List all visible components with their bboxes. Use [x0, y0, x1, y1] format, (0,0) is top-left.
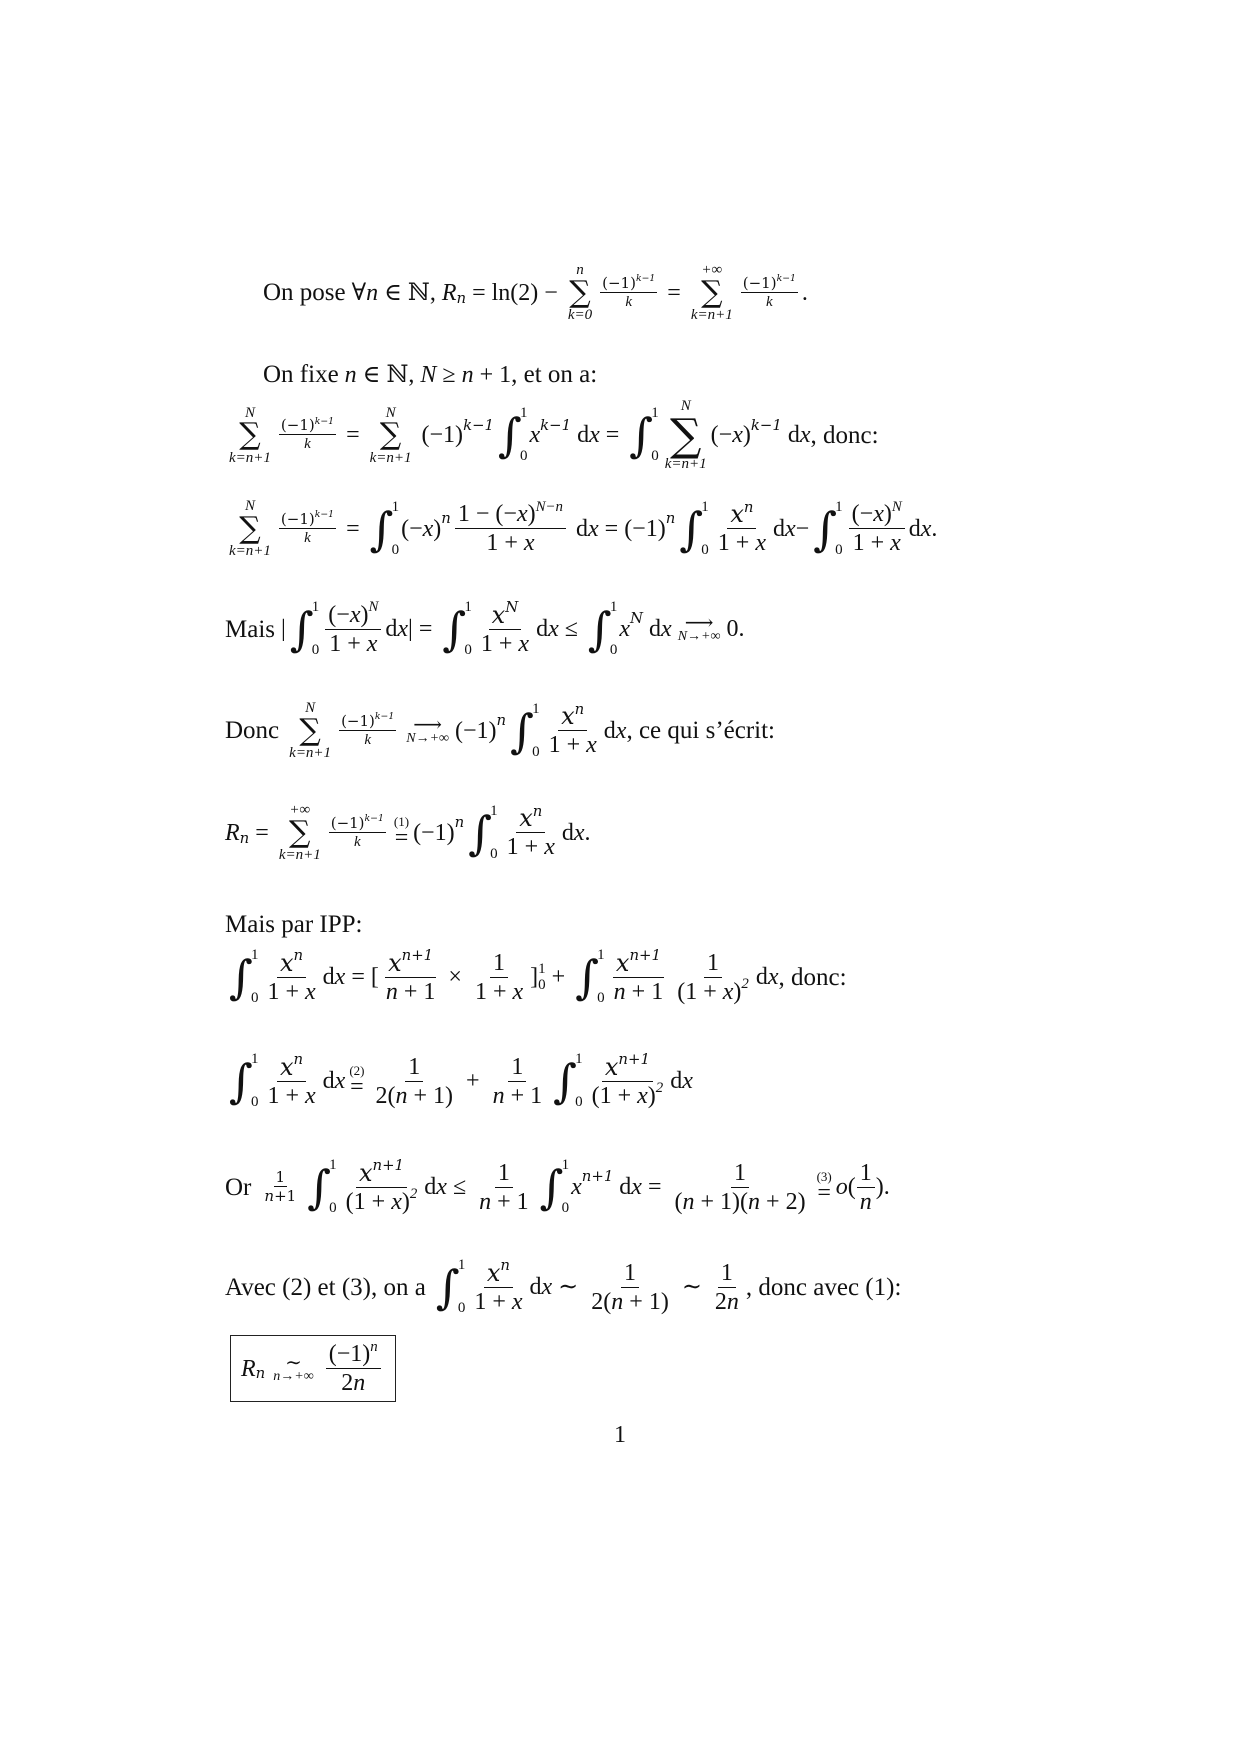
tail-text: , donc: [778, 963, 847, 991]
integral-sign: ∫ 1 0 [442, 599, 472, 658]
definition-line: On pose ∀ n ∈ ℕ, R $_n$ = ln(2) − n ∑ k=0 $\frac{(-1)^{k-1}}{k}$ = +∞ ∑ k=n+1 $\frac{(-1)^{k-1}}{k}$ . [263, 262, 808, 323]
intro-text: On pose [263, 279, 346, 307]
fraction: $\frac{1}{n + 1}$ [479, 1159, 529, 1215]
fraction: $\frac{x^{n+1}}{(1 + x)^2}$ [591, 1050, 664, 1109]
bound-line: Mais | ∫ 1 0 $\frac{(-x)^N}{1 + x}$ d x | = ∫ 1 0 $\frac{x^N}{1 + x}$ d x ≤ ∫ 1 0 x $^N$ d x ⟶ N→+∞ 0. [225, 598, 745, 658]
intro-text: Mais [225, 615, 275, 643]
fraction: $\frac{x^n}{1 + x}$ [474, 1256, 523, 1315]
integral-sign: ∫ 1 0 [575, 947, 605, 1006]
intro-text: Donc [225, 717, 280, 745]
bound-line: Or $\frac{1}{n+1}$ ∫ 1 0 $\frac{x^{n+1}}{(1 + x)^2}$ d x ≤ $\frac{1}{n + 1}$ ∫ 1 0 x $^{n+1}$ d x = $\frac{1}{(n + 1)(n + 2)}$ (3) = o ( $\frac{1}{n}$ ). [225, 1156, 890, 1216]
integral-sign: ∫ 1 0 [229, 947, 259, 1006]
tail-text: , donc: [810, 421, 879, 449]
sum-operator: N ∑ k=n+1 [289, 700, 332, 761]
fraction: $\frac{1}{1 + x}$ [474, 949, 524, 1005]
fraction: $\frac{1 - (-x)^{N-n}}{1 + x}$ [455, 502, 566, 555]
fraction: $\frac{1}{n+1}$ [264, 1168, 297, 1205]
limit-arrow: ⟶ N→+∞ [677, 610, 721, 644]
boxed-result: R $_n$ ∼ n→+∞ $\frac{(-1)^n}{2n}$ [230, 1335, 396, 1402]
fraction: $\frac{1}{2n}$ [714, 1259, 739, 1315]
fraction: $\frac{(-1)^{k-1}}{k}$ [742, 273, 796, 310]
fraction: $\frac{(-1)^{k-1}}{k}$ [341, 711, 395, 748]
tail-text: , et on a: [511, 361, 598, 388]
integral-sign: ∫ 1 0 [813, 498, 843, 558]
integral-sign: ∫ 1 0 [539, 1157, 570, 1216]
fraction: $\frac{x^{n+1}}{(1 + x)^2}$ [345, 1156, 418, 1215]
fraction: $\frac{1}{(n + 1)(n + 2)}$ [674, 1159, 806, 1215]
intro-text: On fixe [263, 361, 339, 388]
fraction: $\frac{x^n}{1 + x}$ [548, 699, 597, 759]
integral-sign: ∫ 1 0 [679, 498, 709, 558]
fraction: $\frac{(-1)^n}{2n}$ [326, 1342, 381, 1395]
integral-sign: ∫ 1 0 [553, 1051, 583, 1110]
fraction: $\frac{x^n}{1 + x}$ [267, 1050, 316, 1109]
sum-operator: N ∑ k=n+1 [369, 404, 412, 466]
fraction: $\frac{x^{n+1}}{n + 1}$ [385, 946, 436, 1005]
integral-sign: ∫ 1 0 [510, 700, 540, 760]
tail-text: , donc avec (1): [745, 1273, 902, 1301]
limit-arrow: ⟶ N→+∞ [406, 711, 449, 746]
integral-sign: ∫ 1 0 [498, 405, 528, 465]
setup-line: On fixe n ∈ ℕ, N ≥ n + 1 , et on a: [263, 361, 598, 388]
tagged-equals: (2) = [349, 1062, 365, 1100]
integral-sign: ∫ 1 0 [369, 498, 400, 558]
fraction: $\frac{1}{(1 + x)^2}$ [677, 949, 749, 1005]
fraction: $\frac{x^n}{1 + x}$ [717, 497, 766, 557]
fraction: $\frac{(-1)^{k-1}}{k}$ [280, 509, 335, 546]
fraction: $\frac{(-1)^{k-1}}{k}$ [280, 415, 335, 453]
equation-line: ∫ 1 0 $\frac{x^n}{1 + x}$ d x = [ $\frac{x^{n+1}}{n + 1}$ × $\frac{1}{1 + x}$ ] 1 0 + ∫ 1 0 $\frac{x^{n+1}}{n + 1}$ $\frac{1}{(1 + x)^2}$ d x , donc: [229, 946, 847, 1006]
fraction: $\frac{x^N}{1 + x}$ [480, 598, 530, 657]
integral-sign: ∫ 1 0 [468, 802, 498, 862]
integral-sign: ∫ 1 0 [587, 599, 618, 658]
fraction: $\frac{1}{n + 1}$ [492, 1053, 543, 1109]
equivalence-symbol: ∼ n→+∞ [273, 1349, 314, 1384]
intro-text: Or [225, 1173, 252, 1201]
integral-sign: ∫ 1 0 [307, 1157, 337, 1216]
equation-line: N ∑ k=n+1 $\frac{(-1)^{k-1}}{k}$ = ∫ 1 0 (− x ) $^n$ $\frac{1 - (-x)^{N-n}}{1 + x}$ d x = (−1) $^n$ ∫ 1 0 $\frac{x^n}{1 + x}$ d x − ∫ 1 0 $\frac{(-x)^N}{1 + x}$ d x . [229, 497, 938, 559]
integral-sign: ∫ 1 0 [629, 405, 659, 465]
fraction: $\frac{x^n}{1 + x}$ [506, 801, 555, 861]
tagged-equals: (1) = [393, 814, 410, 852]
fraction: $\frac{x^{n+1}}{n + 1}$ [613, 946, 664, 1005]
tagged-equals: (3) = [816, 1168, 832, 1206]
sum-operator: n ∑ k=0 [567, 262, 593, 323]
sum-operator: +∞ ∑ k=n+1 [278, 802, 321, 863]
tail-text: , ce qui s’écrit: [626, 717, 776, 745]
fraction: $\frac{x^n}{1 + x}$ [267, 946, 316, 1005]
integral-sign: ∫ 1 0 [289, 599, 320, 658]
intro-text: Avec (2) et (3), on a [225, 1273, 426, 1301]
fraction: $\frac{1}{2(n + 1)}$ [591, 1259, 669, 1315]
result-box-line [230, 1335, 396, 1402]
fraction: $\frac{(-1)^{k-1}}{k}$ [602, 273, 656, 310]
fraction: $\frac{1}{n}$ [857, 1161, 875, 1214]
fraction: $\frac{1}{2(n + 1)}$ [375, 1053, 454, 1109]
sum-operator: N ∑ k=n+1 [229, 404, 271, 466]
integral-sign: ∫ 1 0 [229, 1051, 259, 1110]
ipp-heading [225, 912, 363, 937]
sum-operator: N ∑ k=n+1 [229, 498, 271, 559]
fraction: $\frac{(-x)^N}{1 + x}$ [325, 603, 381, 656]
sum-operator: +∞ ∑ k=n+1 [690, 262, 733, 323]
equation-line: ∫ 1 0 $\frac{x^n}{1 + x}$ d x (2) = $\frac{1}{2(n + 1)}$ + $\frac{1}{n + 1}$ ∫ 1 0 $\frac{x^{n+1}}{(1 + x)^2}$ d x [229, 1050, 693, 1110]
equivalence-line: Avec (2) et (3), on a ∫ 1 0 $\frac{x^n}{1 + x}$ d x ∼ $\frac{1}{2(n + 1)}$ ∼ $\frac{1}{2n}$ , donc avec (1): [225, 1256, 902, 1316]
equation-line: R $_n$ = +∞ ∑ k=n+1 $\frac{(-1)^{k-1}}{k}$ (1) = (−1) $^n$ ∫ 1 0 $\frac{x^n}{1 + x}$ d x . [225, 801, 591, 863]
equation-line: N ∑ k=n+1 $\frac{(-1)^{k-1}}{k}$ = N ∑ k=n+1 (−1) $^{k-1}$ ∫ 1 0 x $^{k-1}$ d x = ∫ 1 0 N ∑ k=n+1 (− x ) $^{k-1}$ d x , donc: [229, 398, 879, 473]
sum-operator: N ∑ k=n+1 [664, 398, 707, 473]
intro-text: Mais par IPP: [225, 911, 363, 938]
fraction: $\frac{(-x)^N}{1 + x}$ [849, 502, 905, 555]
limit-line: Donc N ∑ k=n+1 $\frac{(-1)^{k-1}}{k}$ ⟶ N→+∞ (−1) $^n$ ∫ 1 0 $\frac{x^n}{1 + x}$ d x , ce qui s’écrit: [225, 699, 776, 761]
fraction: $\frac{(-1)^{k-1}}{k}$ [330, 813, 384, 850]
integral-sign: ∫ 1 0 [435, 1257, 466, 1316]
page-number: 1 [614, 1422, 626, 1448]
